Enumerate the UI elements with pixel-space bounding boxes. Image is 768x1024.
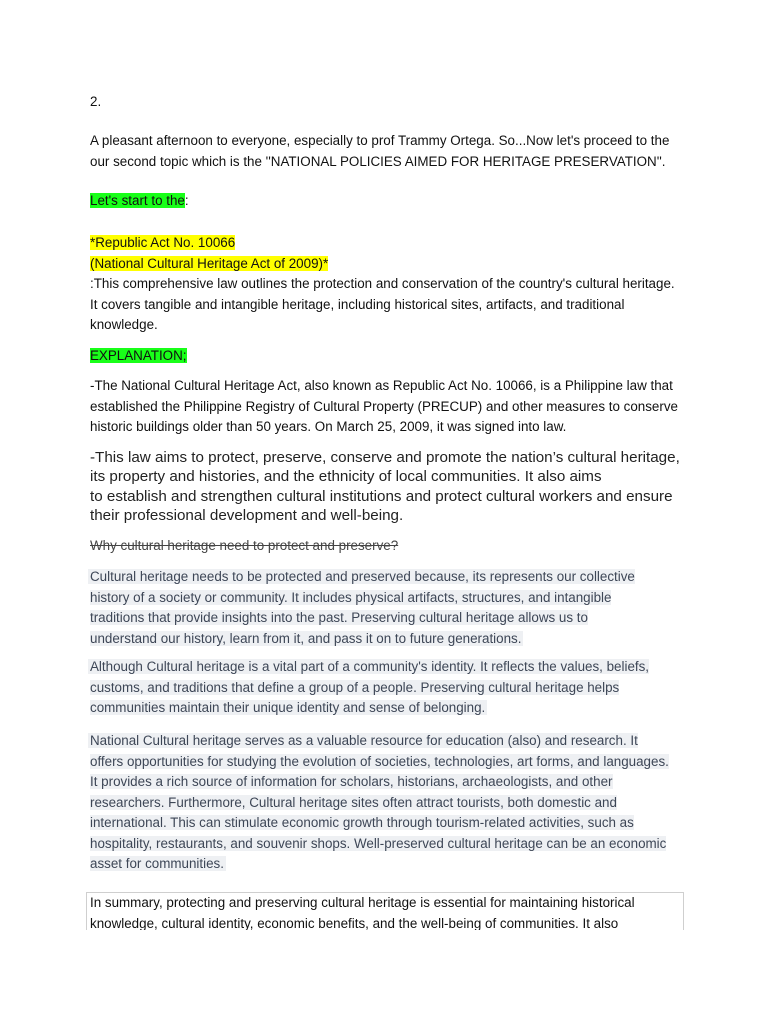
shaded-text-3: National Cultural heritage serves as a valuable resource for education (also) and research. It offers opportunities for studying the evolution of societies, technologies, art forms, and languages. It provides a rich source of information for scholars, historians, archaeologists, and other researchers. Furthermore, Cultural heritage sites often attract tourists, both domestic and international. This can stimulate economic growth through tourism-related activities, such as hospitality, restaurants, and souvenir shops. Well-preserved cultural heritage can be an economic asset for communities. xyxy=(90,733,669,871)
ra-description: :This comprehensive law outlines the protection and conservation of the country's cultural heritage. It covers tangible and intangible heritage, including historical sites, artifacts, and traditional knowledge. xyxy=(90,276,675,332)
start-line xyxy=(90,191,189,212)
explanation-highlight: EXPLANATION; xyxy=(90,348,187,363)
explanation-p2-line-3: to establish and strengthen cultural institutions and protect cultural workers and ensure xyxy=(90,487,673,505)
section-number: 2. xyxy=(90,94,102,109)
why-heading: Why cultural heritage need to protect and preserve? xyxy=(90,538,399,553)
shaded-text-1: Cultural heritage needs to be protected and preserved because, its represents our collective history of a society or community. It includes physical artifacts, structures, and intangible traditions that provide insights into the past. Preserving cultural heritage allows us to understand our history, learn from it, and pass it on to future generations. xyxy=(90,569,635,646)
republic-act-heading xyxy=(90,233,328,274)
intro-paragraph: A pleasant afternoon to everyone, especially to prof Trammy Ortega. So...Now let's proceed to the our second topic which is the ''NATIONAL POLICIES AIMED FOR HERITAGE PRESERVATION''. xyxy=(90,133,670,169)
shaded-text-2: Although Cultural heritage is a vital part of a community's identity. It reflects the values, beliefs, customs, and traditions that define a group of a people. Preserving cultural heritage helps communities maintain their unique identity and sense of belonging. xyxy=(90,659,650,715)
summary-box xyxy=(86,892,684,931)
explanation-label xyxy=(90,346,187,367)
shaded-paragraph-2 xyxy=(90,657,670,719)
start-highlight: Let's start to the xyxy=(90,193,185,208)
shaded-paragraph-1 xyxy=(90,567,655,649)
page-bottom-margin xyxy=(0,930,768,1024)
ra-line-2: (National Cultural Heritage Act of 2009)* xyxy=(90,255,329,271)
start-suffix: : xyxy=(184,193,189,208)
ra-line-1: *Republic Act No. 10066 xyxy=(90,235,236,250)
summary-paragraph: In summary, protecting and preserving cultural heritage is essential for maintaining historical knowledge, cultural identity, economic benefits, and the well-being of communities. It also xyxy=(90,895,635,931)
explanation-paragraph-2 xyxy=(90,448,682,525)
explanation-p2-line-1: -This law aims to protect, preserve, conserve and promote the nation’s cultural heritage, xyxy=(90,449,680,466)
shaded-paragraph-3 xyxy=(90,731,670,875)
explanation-p2-line-4: their professional development and well-being. xyxy=(90,506,404,524)
explanation-p2-line-2: its property and histories, and the ethnicity of local communities. It also aims xyxy=(90,468,602,486)
explanation-paragraph-1: -The National Cultural Heritage Act, also known as Republic Act No. 10066, is a Philippine law that established the Philippine Registry of Cultural Property (PRECUP) and other measures to conserve historic buildings older than 50 years. On March 25, 2009, it was signed into law. xyxy=(90,378,678,434)
